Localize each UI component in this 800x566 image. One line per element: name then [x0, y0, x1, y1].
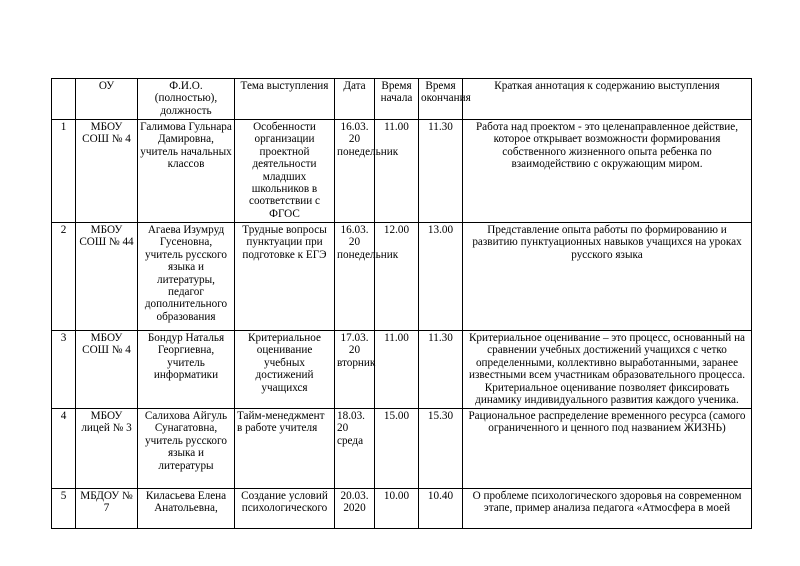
row-ou: МБОУ СОШ № 4 [76, 331, 138, 409]
row-num: 2 [52, 223, 76, 331]
header-fio: Ф.И.О. (полностью), должность [138, 79, 235, 120]
schedule-page [51, 78, 751, 566]
table-row [52, 331, 752, 409]
table-row [52, 120, 752, 223]
row-end: 13.00 [419, 223, 463, 331]
table-row [52, 223, 752, 331]
row-num: 1 [52, 120, 76, 223]
row-end: 11.30 [419, 120, 463, 223]
row-start: 11.00 [375, 331, 419, 409]
header-ou: ОУ [76, 79, 138, 120]
row-annotation: Рациональное распределение временного ресурса (самого ограниченного и ценного под названием ЖИЗНЬ) [463, 409, 752, 489]
row-start: 15.00 [375, 409, 419, 489]
row-num: 4 [52, 409, 76, 489]
row-fio: Агаева Изумруд Гусеновна, учитель русского языка и литературы, педагог дополнительного образования [138, 223, 235, 331]
row-date: 18.03. 20 среда [335, 409, 375, 489]
row-annotation: Представление опыта работы по формированию и развитию пунктуационных навыков учащихся на уроках русского языка [463, 223, 752, 331]
table-row [52, 489, 752, 529]
row-date: 17.03. 20 вторник [335, 331, 375, 409]
header-date: Дата [335, 79, 375, 120]
row-topic: Тайм-менеджмент в работе учителя [235, 409, 335, 489]
header-topic: Тема выступления [235, 79, 335, 120]
row-topic: Критериальное оценивание учебных достижений учащихся [235, 331, 335, 409]
row-ou: МБОУ СОШ № 44 [76, 223, 138, 331]
row-ou: МБОУ лицей № 3 [76, 409, 138, 489]
header-annotation: Краткая аннотация к содержанию выступления [463, 79, 752, 120]
row-num: 5 [52, 489, 76, 529]
row-topic: Трудные вопросы пунктуации при подготовке к ЕГЭ [235, 223, 335, 331]
row-start: 12.00 [375, 223, 419, 331]
row-fio: Салихова Айгуль Сунагатовна, учитель русского языка и литературы [138, 409, 235, 489]
row-ou: МБОУ СОШ № 4 [76, 120, 138, 223]
row-date: 16.03. 20 понедельник [335, 120, 375, 223]
header-start: Время начала [375, 79, 419, 120]
header-num [52, 79, 76, 120]
schedule-table [51, 78, 752, 529]
row-ou: МБДОУ № 7 [76, 489, 138, 529]
row-fio: Бондур Наталья Георгиевна, учитель информатики [138, 331, 235, 409]
row-start: 11.00 [375, 120, 419, 223]
row-end: 11.30 [419, 331, 463, 409]
row-end: 10.40 [419, 489, 463, 529]
header-row [52, 79, 752, 120]
row-start: 10.00 [375, 489, 419, 529]
row-topic: Создание условий психологического [235, 489, 335, 529]
header-end: Время окончания [419, 79, 463, 120]
row-fio: Галимова Гульнара Дамировна, учитель начальных классов [138, 120, 235, 223]
row-fio: Киласьева Елена Анатольевна, [138, 489, 235, 529]
row-num: 3 [52, 331, 76, 409]
row-topic: Особенности организации проектной деятельности младших школьников в соответствии с ФГОС [235, 120, 335, 223]
row-date: 20.03. 2020 [335, 489, 375, 529]
row-annotation: О проблеме психологического здоровья на современном этапе, пример анализа педагога «Атмосфера в моей [463, 489, 752, 529]
row-annotation: Работа над проектом - это целенаправленное действие, которое открывает возможности формирования собственного жизненного опыта ребенка по взаимодействию с окружающим миром. [463, 120, 752, 223]
table-row [52, 409, 752, 489]
row-annotation: Критериальное оценивание – это процесс, основанный на сравнении учебных достижений учащихся с четко определенными, коллективно выработанными, заранее известными всем участникам образовательного процесса. Критериальное оценивание позволяет фиксировать динамику индивидуального развития каждого ученика. [463, 331, 752, 409]
row-end: 15.30 [419, 409, 463, 489]
row-date: 16.03. 20 понедельник [335, 223, 375, 331]
